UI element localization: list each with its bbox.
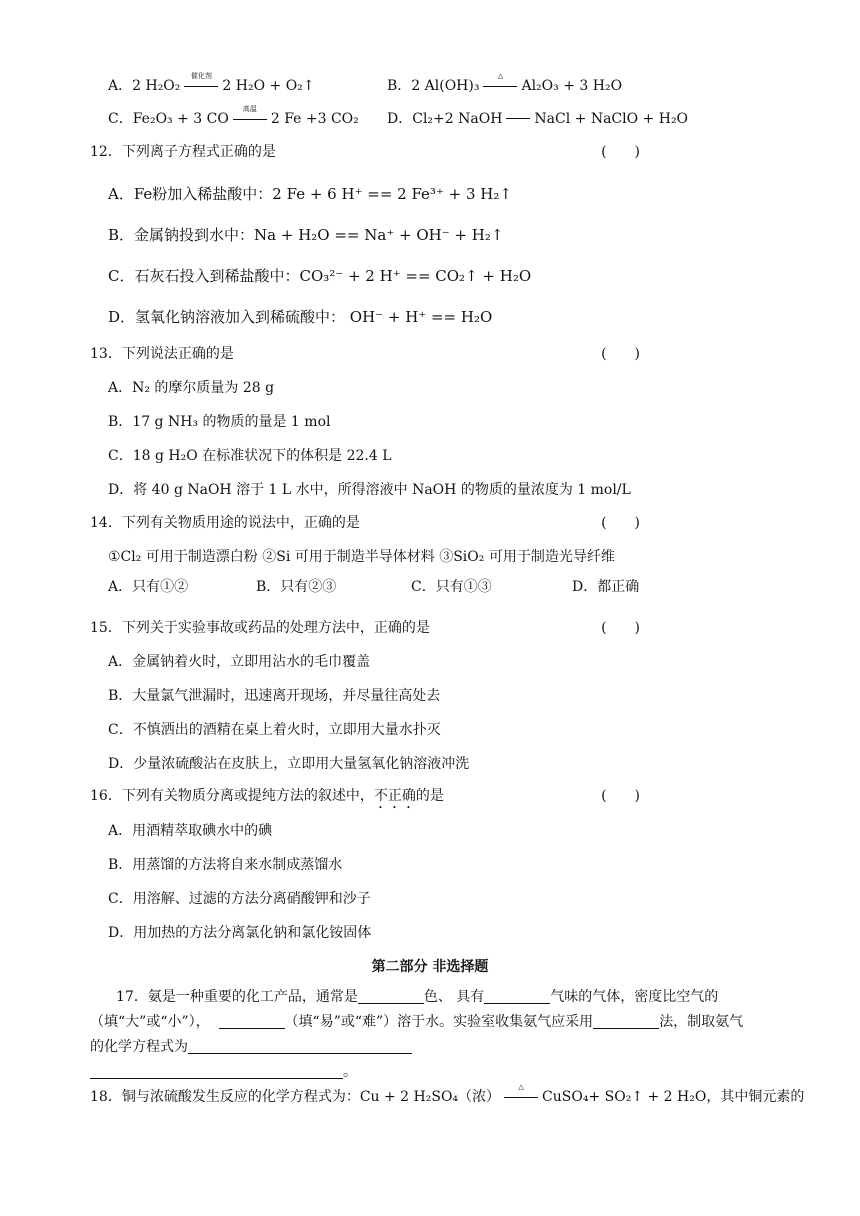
q17-line4	[90, 1062, 357, 1082]
section-title: 第二部分 非选择题	[371, 959, 489, 975]
q17-text: 的化学方程式为	[90, 1039, 188, 1055]
q17-text: （填“大”或“小”），	[90, 1014, 210, 1030]
products: Al₂O₃ + 3 H₂O	[521, 78, 623, 94]
q17-text: 17．氨是一种重要的化工产品，通常是	[116, 989, 358, 1005]
reactants: 2 H₂O₂	[132, 78, 181, 94]
q14-option-d: D．都正确	[572, 579, 640, 595]
reaction-arrow	[504, 1083, 538, 1102]
q11-option-c	[108, 105, 359, 129]
q17-line2	[90, 1012, 743, 1032]
q16-stem-after: 的是	[415, 788, 444, 804]
products: 2 H₂O + O₂↑	[222, 78, 315, 94]
q17-line3	[90, 1037, 412, 1057]
q13-answer-paren: ( )	[601, 346, 640, 362]
option-label: A．	[108, 78, 133, 94]
equation-dash	[506, 118, 530, 119]
q12-answer-paren: ( )	[601, 144, 640, 160]
q16-option-c: C．用溶解、过滤的方法分离硝酸钾和沙子	[108, 891, 371, 907]
q11-option-a	[108, 72, 315, 96]
q16-option-a: A．用酒精萃取碘水中的碘	[108, 823, 273, 839]
answer-blank[interactable]	[90, 1064, 343, 1079]
q16-stem-before: 16．下列有关物质分离或提纯方法的叙述中，	[90, 788, 374, 804]
q15-option-a: A．金属钠着火时，立即用沾水的毛巾覆盖	[108, 654, 371, 670]
q17-text: 气味的气体，密度比空气的	[550, 989, 719, 1005]
reaction-condition: 高温	[242, 105, 257, 113]
q17-text: （填“易”或“难”）溶于水。实验室收集氨气应采用	[284, 1014, 594, 1030]
option-label: D．	[387, 111, 413, 127]
q11-option-d	[387, 109, 688, 129]
answer-blank[interactable]	[219, 1014, 285, 1029]
q13-option-d: D．将 40 g NaOH 溶于 1 L 水中，所得溶液中 NaOH 的物质的量浓度为 1 mol/L	[108, 482, 631, 498]
answer-blank[interactable]	[188, 1039, 412, 1054]
q18-products: CuSO₄+ SO₂↑ + 2 H₂O，其中铜元素的	[542, 1089, 805, 1105]
q17-text: 色、 具有	[423, 989, 485, 1005]
q18-stem	[90, 1083, 805, 1107]
answer-blank[interactable]	[358, 989, 424, 1004]
q15-option-d: D．少量浓硫酸沾在皮肤上，立即用大量氢氧化钠溶液冲洗	[108, 756, 470, 772]
q16-option-d: D．用加热的方法分离氯化钠和氯化铵固体	[108, 925, 372, 941]
reactants: Fe₂O₃ + 3 CO	[132, 111, 229, 127]
option-label: C．	[108, 111, 133, 127]
q12-stem: 12．下列离子方程式正确的是	[90, 144, 276, 160]
q12-option-d: D．氢氧化钠溶液加入到稀硫酸中： OH⁻ + H⁺ == H₂O	[108, 308, 493, 326]
answer-blank[interactable]	[593, 1014, 659, 1029]
q11-option-b	[387, 72, 623, 96]
q14-statements: ①Cl₂ 可用于制造漂白粉 ②Si 可用于制造半导体材料 ③SiO₂ 可用于制造光导纤维	[108, 549, 615, 565]
products: 2 Fe +3 CO₂	[270, 111, 359, 127]
q14-option-a: A．只有①②	[108, 579, 189, 595]
products: NaCl + NaClO + H₂O	[534, 111, 689, 127]
q13-option-b: B．17 g NH₃ 的物质的量是 1 mol	[108, 414, 331, 430]
q12-option-b: B．金属钠投到水中：Na + H₂O == Na⁺ + OH⁻ + H₂↑	[108, 226, 504, 244]
reaction-arrow	[233, 105, 267, 124]
answer-blank[interactable]	[484, 989, 550, 1004]
q12-option-a: A．Fe粉加入稀盐酸中：2 Fe + 6 H⁺ == 2 Fe³⁺ + 3 H₂↑	[108, 185, 512, 203]
q15-option-b: B．大量氯气泄漏时，迅速离开现场，并尽量往高处去	[108, 688, 441, 704]
reaction-arrow	[184, 72, 218, 91]
q15-option-c: C．不慎洒出的酒精在桌上着火时，立即用大量水扑灭	[108, 722, 441, 738]
reaction-arrow	[483, 72, 517, 91]
reaction-condition: 催化剂	[190, 72, 212, 80]
q14-stem: 14．下列有关物质用途的说法中，正确的是	[90, 515, 360, 531]
reactants: 2 Al(OH)₃	[411, 78, 480, 94]
q17-text: 。	[343, 1064, 357, 1080]
q14-option-c: C．只有①③	[411, 579, 492, 595]
q14-option-b: B．只有②③	[256, 579, 337, 595]
reaction-condition: △	[518, 1083, 524, 1091]
reactants: Cl₂+2 NaOH	[412, 111, 503, 127]
q14-answer-paren: ( )	[601, 515, 640, 531]
q17-line1	[116, 987, 718, 1007]
q12-option-c: C．石灰石投入到稀盐酸中：CO₃²⁻ + 2 H⁺ == CO₂↑ + H₂O	[108, 267, 532, 285]
q13-stem: 13．下列说法正确的是	[90, 346, 234, 362]
q13-option-a: A．N₂ 的摩尔质量为 28 g	[108, 380, 275, 396]
q16-emphasis: 不正确	[373, 788, 416, 804]
q15-stem: 15．下列关于实验事故或药品的处理方法中，正确的是	[90, 620, 430, 636]
q18-reactants: 18．铜与浓硫酸发生反应的化学方程式为：Cu + 2 H₂SO₄（浓）	[90, 1089, 501, 1105]
q16-option-b: B．用蒸馏的方法将自来水制成蒸馏水	[108, 857, 343, 873]
q13-option-c: C．18 g H₂O 在标准状况下的体积是 22.4 L	[108, 448, 392, 464]
reaction-condition: △	[497, 72, 504, 80]
q15-answer-paren: ( )	[601, 620, 640, 636]
q16-stem	[90, 786, 444, 812]
option-label: B．	[387, 78, 412, 94]
q17-text: 法，制取氨气	[659, 1014, 744, 1030]
q16-answer-paren: ( )	[601, 788, 640, 804]
